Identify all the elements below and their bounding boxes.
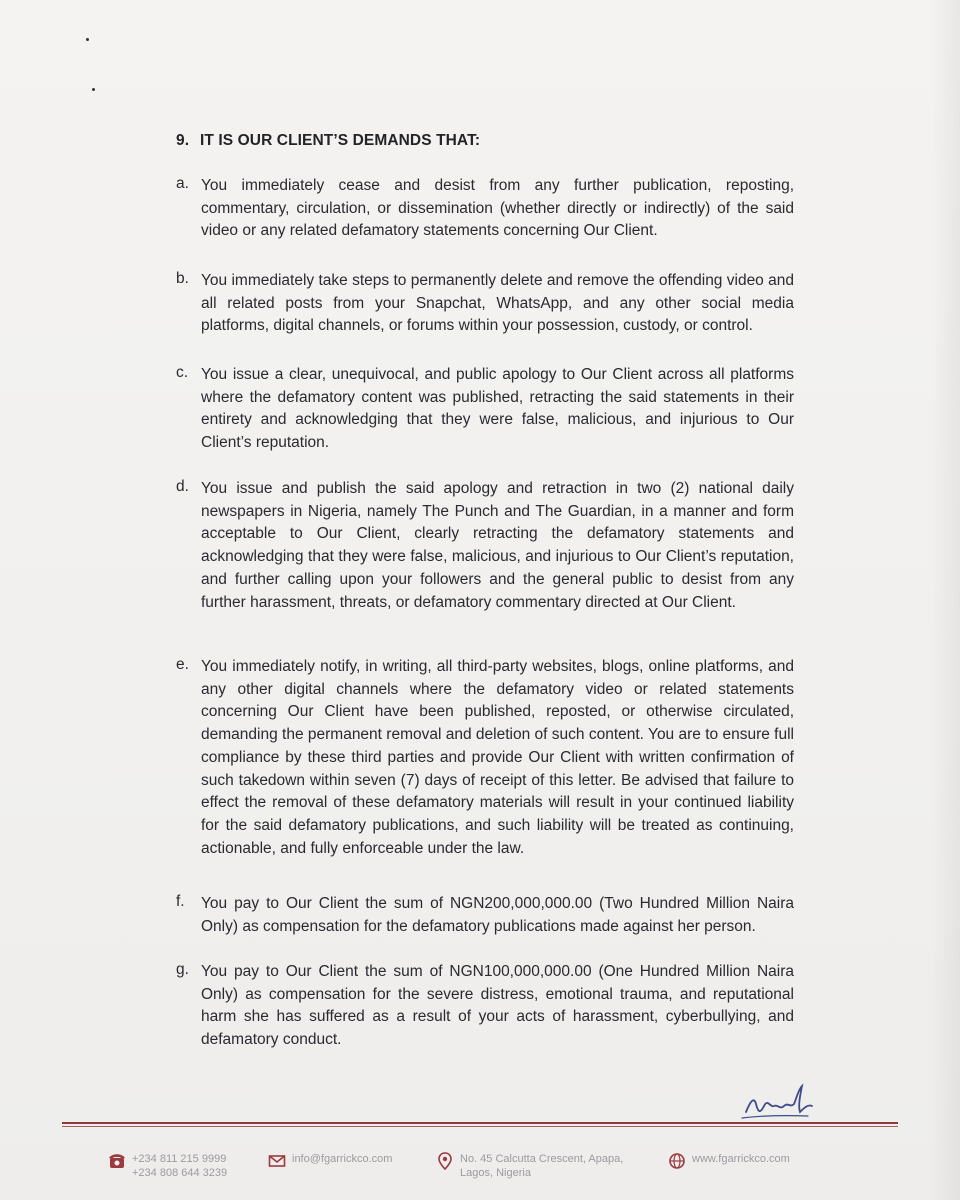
address-line-2: Lagos, Nigeria (460, 1167, 531, 1179)
item-text: You immediately take steps to permanently delete and remove the offending video and all related posts from your Snapchat, WhatsApp, and any other social media platforms, digital channels, or forums within your possession, custody, or control. (201, 272, 794, 335)
footer-divider-thin (62, 1126, 898, 1127)
address-line-1: No. 45 Calcutta Crescent, Apapa, (460, 1153, 624, 1165)
email-address: info@fgarrickco.com (292, 1153, 393, 1165)
item-text: You immediately notify, in writing, all third-party websites, blogs, online platforms, and any other digital channels where the defamatory video or related statements concerning Our Client have been published, reposted, or otherwise circulated, demanding the permanent removal and deletion of such content. You are to ensure full compliance by these third parties and provide Our Client with written confirmation of such takedown within seven (7) days of receipt of this letter. Be advised that failure to effect the removal of these defamatory materials will result in your continued liability for the said defamatory publications, and such liability will be treated as continuing, actionable, and fully enforceable under the law. (201, 658, 794, 857)
phone-number-2: +234 808 644 3239 (132, 1167, 228, 1179)
demand-item-f (176, 893, 794, 938)
footer-website (668, 1152, 790, 1170)
signature-mark (738, 1082, 818, 1122)
item-text: You issue and publish the said apology and retraction in two (2) national daily newspapers in Nigeria, namely The Punch and The Guardian, in a manner and form acceptable to Our Client, clearly retracting the defamatory statements and acknowledging that they were false, malicious, and injurious to Our Client’s reputation, and further calling upon your followers and the general public to desist from any further harassment, threats, or defamatory commentary directed at Our Client. (201, 480, 794, 611)
item-letter: c. (176, 364, 189, 381)
item-text: You pay to Our Client the sum of NGN100,000,000.00 (One Hundred Million Naira Only) as compensation for the severe distress, emotional trauma, and reputational harm she has suffered as a result of your acts of harassment, cyberbullying, and defamatory conduct. (201, 963, 794, 1049)
location-pin-icon (436, 1152, 454, 1170)
phone-icon (108, 1152, 126, 1170)
demand-item-a (176, 175, 794, 243)
speck (86, 38, 89, 41)
demand-item-c (176, 364, 794, 455)
item-letter: g. (176, 961, 189, 978)
section-heading (176, 132, 480, 150)
footer-email (268, 1152, 392, 1170)
section-title: IT IS OUR CLIENT’S DEMANDS THAT: (200, 132, 481, 149)
email-icon (268, 1152, 286, 1170)
page-edge-shadow (930, 0, 960, 1200)
speck (92, 88, 95, 91)
demand-item-d (176, 478, 794, 614)
globe-icon (668, 1152, 686, 1170)
footer-divider (62, 1122, 898, 1124)
item-letter: b. (176, 270, 189, 287)
item-text: You immediately cease and desist from any further publication, reposting, commentary, circulation, or dissemination (whether directly or indirectly) of the said video or any related defamatory statements concerning Our Client. (201, 177, 794, 240)
footer-address (436, 1152, 623, 1180)
item-letter: d. (176, 478, 189, 495)
section-number: 9. (176, 132, 190, 149)
demand-item-g (176, 961, 794, 1052)
footer-phone (108, 1152, 227, 1180)
item-letter: f. (176, 893, 185, 910)
item-letter: e. (176, 656, 189, 673)
website-url: www.fgarrickco.com (692, 1153, 790, 1165)
item-text: You issue a clear, unequivocal, and public apology to Our Client across all platforms where the defamatory content was published, retracting the said statements in their entirety and acknowledging that they were false, malicious, and injurious to Our Client’s reputation. (201, 366, 794, 452)
item-letter: a. (176, 175, 189, 192)
demand-item-b (176, 270, 794, 338)
demand-item-e (176, 656, 794, 860)
phone-number-1: +234 811 215 9999 (132, 1153, 227, 1165)
item-text: You pay to Our Client the sum of NGN200,000,000.00 (Two Hundred Million Naira Only) as compensation for the defamatory publications made against her person. (201, 895, 794, 935)
letterhead-footer (0, 1152, 960, 1192)
